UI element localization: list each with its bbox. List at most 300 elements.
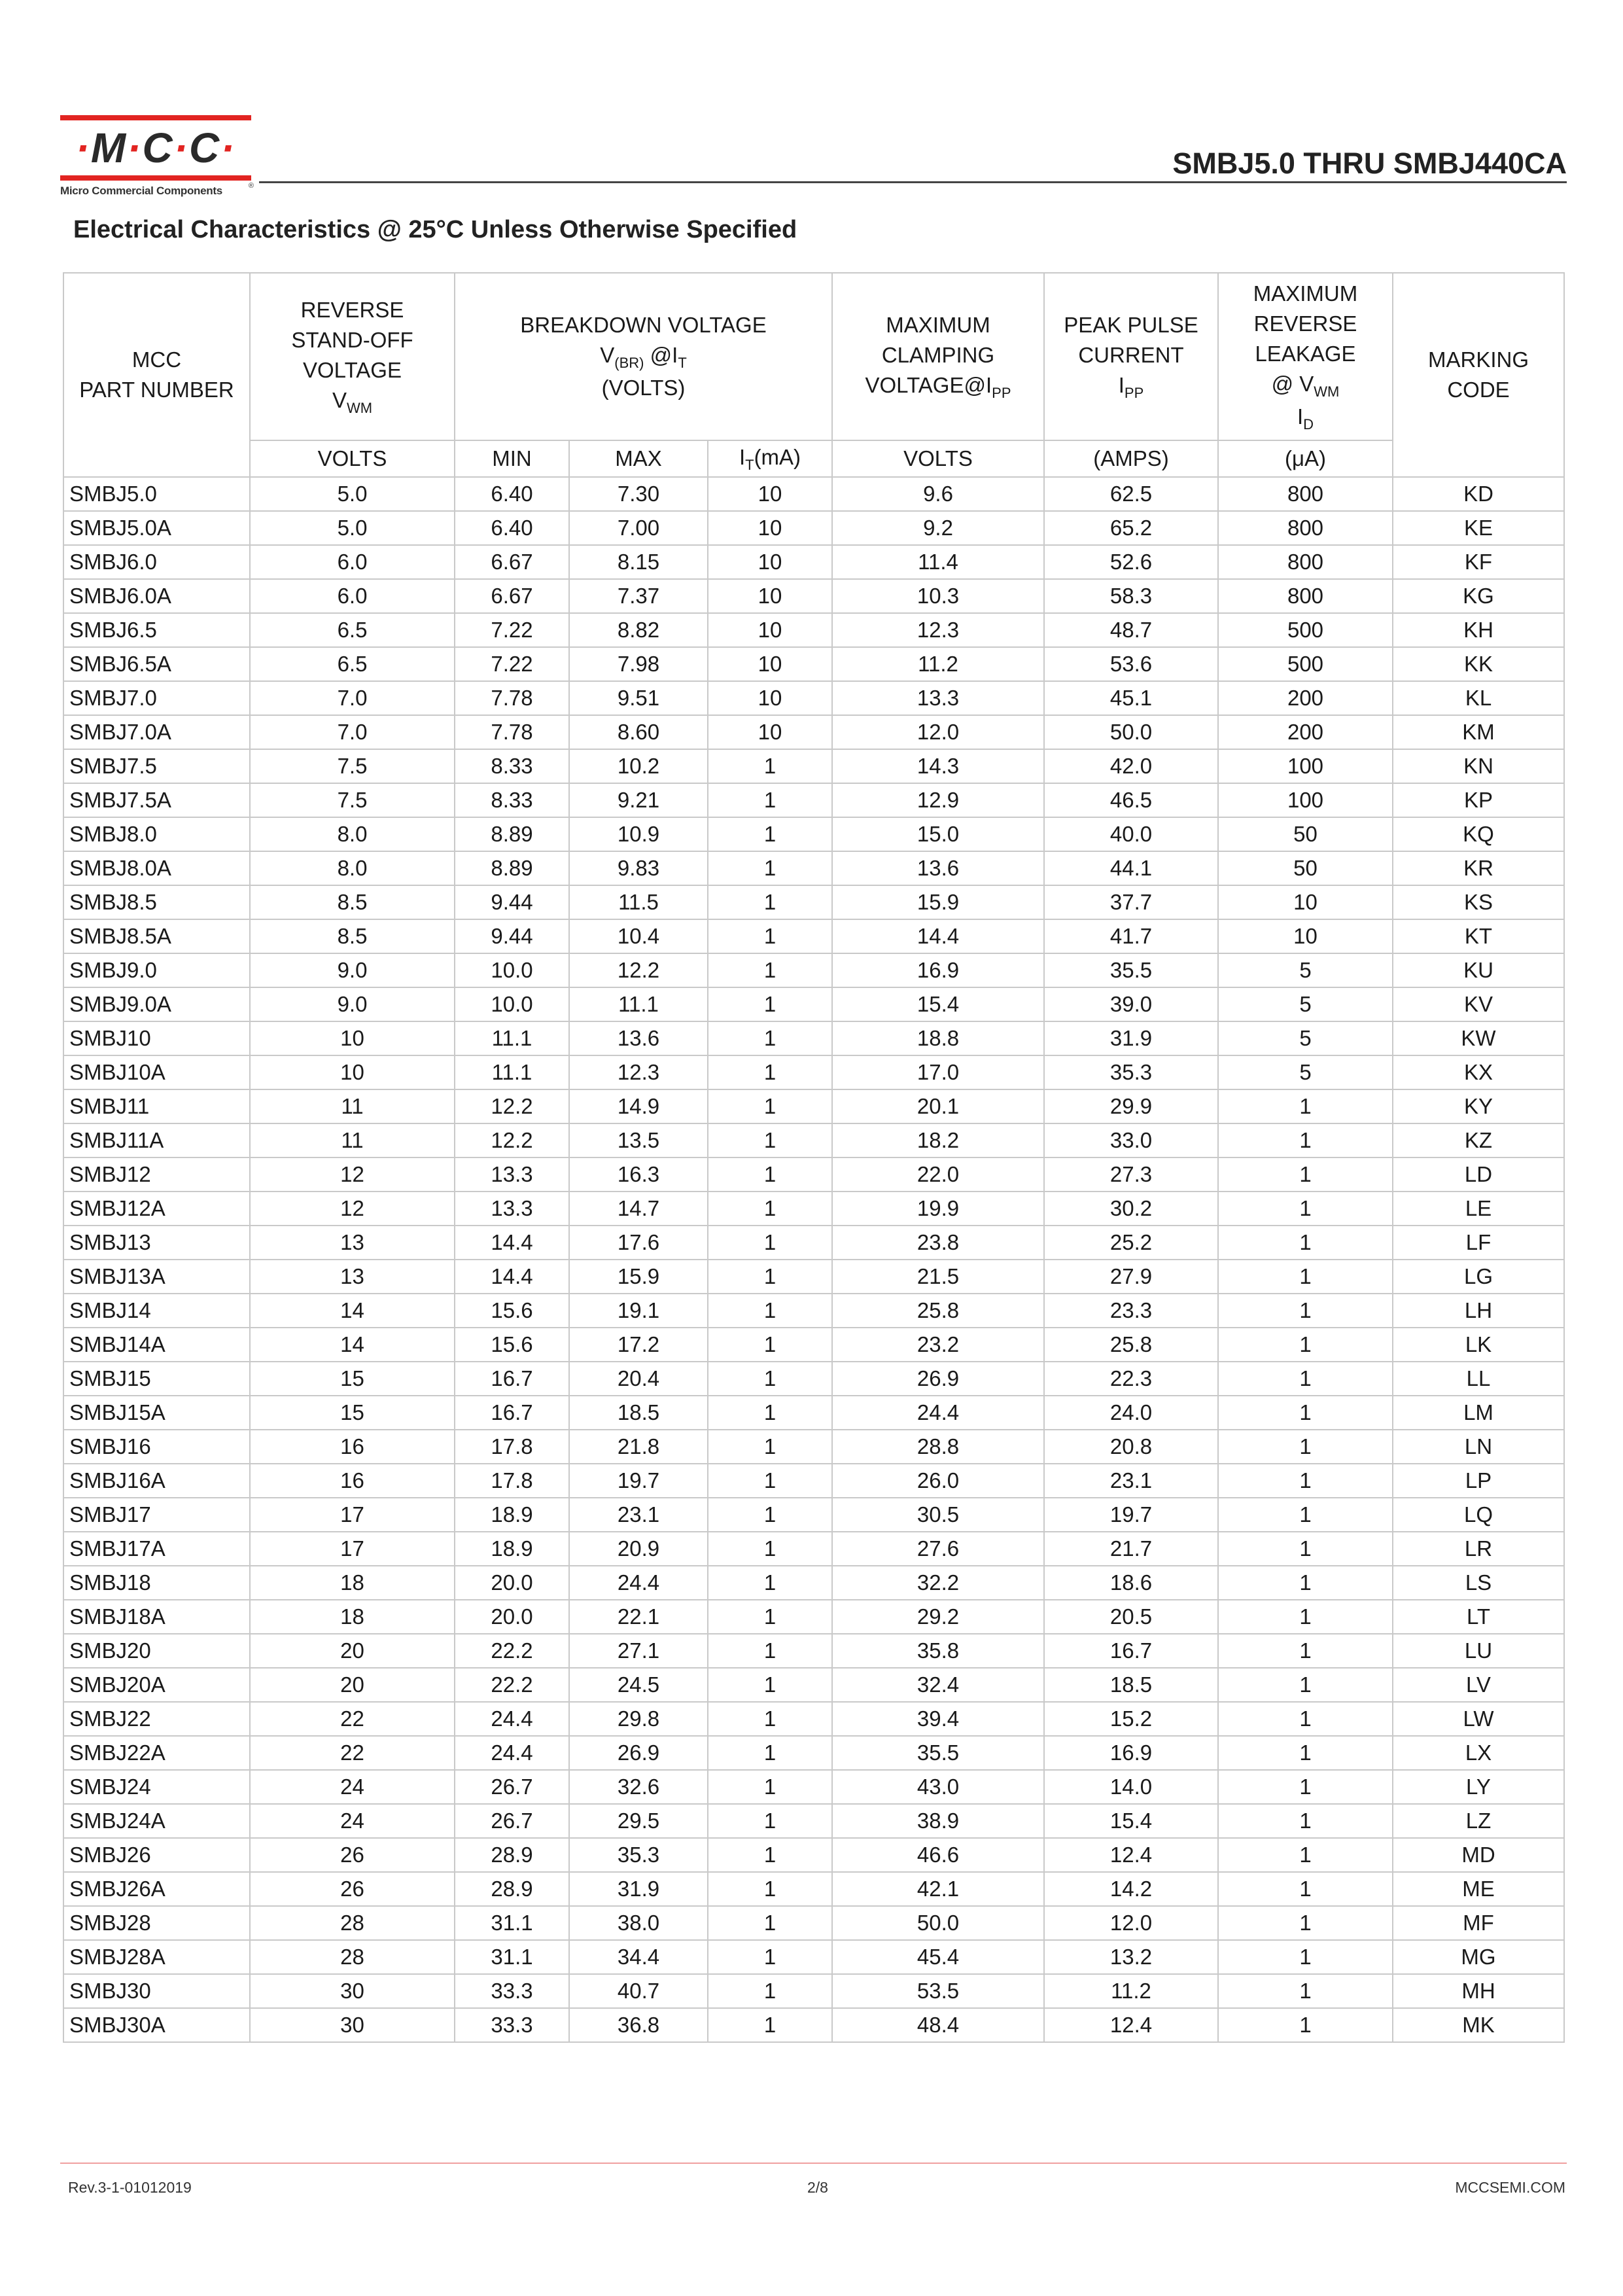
part-number-cell: SMBJ7.0A [63,715,250,749]
table-cell: 1 [708,1192,832,1226]
table-cell: 1 [708,851,832,885]
table-cell: KS [1393,885,1564,919]
table-cell: 24.4 [455,1702,569,1736]
table-cell: 17.6 [569,1226,708,1260]
table-cell: 15 [250,1362,455,1396]
table-cell: 16.3 [569,1157,708,1192]
table-cell: 16 [250,1430,455,1464]
table-row [63,1396,1564,1430]
table-cell: 22.0 [832,1157,1044,1192]
table-cell: 6.67 [455,545,569,579]
table-cell: 20.0 [455,1566,569,1600]
table-row [63,1055,1564,1089]
table-cell: 7.78 [455,715,569,749]
table-row [63,1600,1564,1634]
header-marking-code: MARKING CODE [1393,273,1564,477]
table-cell: 46.6 [832,1838,1044,1872]
table-cell: 1 [1218,1736,1393,1770]
table-cell: 5 [1218,953,1393,987]
table-cell: 8.0 [250,817,455,851]
table-cell: 23.1 [569,1498,708,1532]
table-cell: 7.30 [569,477,708,511]
table-row [63,681,1564,715]
table-cell: 21.7 [1044,1532,1218,1566]
table-cell: 20 [250,1634,455,1668]
header-peak-pulse-current: PEAK PULSE CURRENT $I_{PP}$ [1044,273,1218,440]
table-row [63,1906,1564,1940]
table-cell: 11.2 [832,647,1044,681]
table-cell: 200 [1218,715,1393,749]
part-number-cell: SMBJ16 [63,1430,250,1464]
footer-website: MCCSEMI.COM [1455,2179,1565,2196]
table-cell: 1 [1218,1906,1393,1940]
table-cell: 28.9 [455,1838,569,1872]
document-title: SMBJ5.0 THRU SMBJ440CA [1172,147,1567,180]
table-cell: 23.3 [1044,1294,1218,1328]
table-cell: KM [1393,715,1564,749]
table-cell: 10.0 [455,953,569,987]
table-cell: LU [1393,1634,1564,1668]
table-cell: KW [1393,1021,1564,1055]
table-cell: 14.4 [832,919,1044,953]
footer-page-number: 2/8 [807,2179,828,2196]
table-cell: 1 [708,2008,832,2042]
table-cell: 1 [1218,1974,1393,2008]
table-cell: 11 [250,1123,455,1157]
table-cell: 800 [1218,545,1393,579]
table-row [63,1362,1564,1396]
table-cell: 31.9 [1044,1021,1218,1055]
table-cell: 31.9 [569,1872,708,1906]
table-cell: 17 [250,1498,455,1532]
table-cell: 12 [250,1192,455,1226]
table-cell: 1 [708,1940,832,1974]
table-row [63,511,1564,545]
table-cell: 9.51 [569,681,708,715]
part-number-cell: SMBJ18A [63,1600,250,1634]
table-row [63,851,1564,885]
table-cell: 1 [1218,2008,1393,2042]
table-cell: 9.0 [250,953,455,987]
table-cell: 8.15 [569,545,708,579]
table-cell: 10.3 [832,579,1044,613]
table-cell: 1 [1218,1157,1393,1192]
table-cell: 1 [708,1634,832,1668]
table-cell: 1 [708,783,832,817]
table-cell: 18.2 [832,1123,1044,1157]
table-cell: 13.6 [569,1021,708,1055]
table-cell: 10 [708,579,832,613]
table-cell: 15.4 [1044,1804,1218,1838]
table-cell: 1 [1218,1838,1393,1872]
table-cell: 13 [250,1260,455,1294]
table-cell: 1 [708,1430,832,1464]
table-cell: 35.5 [1044,953,1218,987]
table-cell: KE [1393,511,1564,545]
part-number-cell: SMBJ15 [63,1362,250,1396]
table-cell: KY [1393,1089,1564,1123]
table-row [63,545,1564,579]
table-cell: 40.0 [1044,817,1218,851]
table-cell: 52.6 [1044,545,1218,579]
table-cell: 36.8 [569,2008,708,2042]
table-row [63,1634,1564,1668]
table-cell: 8.33 [455,783,569,817]
table-cell: 13.2 [1044,1940,1218,1974]
table-cell: 12.9 [832,783,1044,817]
table-cell: 1 [708,1396,832,1430]
table-cell: LV [1393,1668,1564,1702]
part-number-cell: SMBJ5.0 [63,477,250,511]
table-cell: 1 [708,1566,832,1600]
part-number-cell: SMBJ6.5A [63,647,250,681]
unit-standoff-voltage: VOLTS [250,440,455,477]
table-row [63,1940,1564,1974]
table-row [63,1328,1564,1362]
table-cell: 25.8 [1044,1328,1218,1362]
table-cell: 1 [708,1498,832,1532]
table-cell: 24.4 [832,1396,1044,1430]
table-cell: 6.0 [250,579,455,613]
table-cell: 1 [708,1328,832,1362]
part-number-cell: SMBJ28 [63,1906,250,1940]
table-cell: KG [1393,579,1564,613]
table-row [63,1498,1564,1532]
header-clamping-voltage: MAXIMUM CLAMPING $VOLTAGE@I_{PP}$ [832,273,1044,440]
table-cell: KZ [1393,1123,1564,1157]
table-cell: 24.5 [569,1668,708,1702]
table-cell: 10 [708,715,832,749]
table-cell: 50.0 [1044,715,1218,749]
table-cell: 24 [250,1770,455,1804]
table-cell: 7.0 [250,681,455,715]
table-cell: 45.4 [832,1940,1044,1974]
table-cell: 1 [708,919,832,953]
table-cell: 1 [1218,1260,1393,1294]
unit-clamping-voltage: VOLTS [832,440,1044,477]
table-row [63,1123,1564,1157]
table-row [63,1294,1564,1328]
table-cell: 33.3 [455,2008,569,2042]
table-cell: 7.98 [569,647,708,681]
unit-reverse-leakage: (μA) [1218,440,1393,477]
table-cell: 8.82 [569,613,708,647]
table-cell: 1 [1218,1294,1393,1328]
table-cell: 10.9 [569,817,708,851]
table-cell: 10 [708,681,832,715]
table-cell: 8.5 [250,885,455,919]
table-cell: 1 [708,1600,832,1634]
part-number-cell: SMBJ24A [63,1804,250,1838]
part-number-cell: SMBJ8.0 [63,817,250,851]
table-cell: 15.6 [455,1328,569,1362]
table-cell: 7.5 [250,783,455,817]
table-cell: 19.7 [569,1464,708,1498]
part-number-cell: SMBJ17 [63,1498,250,1532]
table-cell: 50.0 [832,1906,1044,1940]
table-cell: 5.0 [250,511,455,545]
table-cell: LE [1393,1192,1564,1226]
table-cell: 18.5 [569,1396,708,1430]
table-cell: 1 [708,1872,832,1906]
table-row [63,1089,1564,1123]
table-cell: 14 [250,1328,455,1362]
table-cell: 17.8 [455,1464,569,1498]
part-number-cell: SMBJ28A [63,1940,250,1974]
table-cell: 22.2 [455,1634,569,1668]
table-cell: 12 [250,1157,455,1192]
table-cell: 9.6 [832,477,1044,511]
part-number-cell: SMBJ8.5 [63,885,250,919]
table-row [63,477,1564,511]
table-cell: 16 [250,1464,455,1498]
table-cell: 32.6 [569,1770,708,1804]
part-number-cell: SMBJ22 [63,1702,250,1736]
table-cell: 1 [1218,1430,1393,1464]
table-cell: KD [1393,477,1564,511]
table-cell: 10.2 [569,749,708,783]
table-cell: 12.4 [1044,2008,1218,2042]
table-cell: 18.6 [1044,1566,1218,1600]
logo-wordmark: ·M·C·C· [75,124,236,171]
table-cell: 16.7 [455,1396,569,1430]
table-cell: 22 [250,1736,455,1770]
table-cell: 20.9 [569,1532,708,1566]
table-cell: 15.6 [455,1294,569,1328]
table-cell: KT [1393,919,1564,953]
table-cell: 65.2 [1044,511,1218,545]
table-cell: 18.5 [1044,1668,1218,1702]
table-cell: 38.0 [569,1906,708,1940]
table-cell: 37.7 [1044,885,1218,919]
table-row [63,647,1564,681]
table-cell: 13.3 [455,1192,569,1226]
table-cell: 27.1 [569,1634,708,1668]
table-cell: 24.0 [1044,1396,1218,1430]
part-number-cell: SMBJ22A [63,1736,250,1770]
table-cell: 22.2 [455,1668,569,1702]
table-cell: 30.5 [832,1498,1044,1532]
table-cell: KQ [1393,817,1564,851]
table-cell: LL [1393,1362,1564,1396]
logo-bottom-bar [60,175,251,181]
table-cell: 1 [708,1770,832,1804]
table-cell: 44.1 [1044,851,1218,885]
header-part-number: MCC PART NUMBER [63,273,250,477]
table-cell: 13.6 [832,851,1044,885]
table-cell: 12.0 [1044,1906,1218,1940]
table-cell: 35.3 [569,1838,708,1872]
table-cell: 9.0 [250,987,455,1021]
unit-test-current: $I_T(mA)$ [708,440,832,477]
table-cell: 1 [1218,1192,1393,1226]
table-cell: 1 [708,1532,832,1566]
table-row [63,953,1564,987]
table-cell: 21.8 [569,1430,708,1464]
part-number-cell: SMBJ7.5 [63,749,250,783]
part-number-cell: SMBJ30 [63,1974,250,2008]
table-cell: 26 [250,1838,455,1872]
table-cell: KR [1393,851,1564,885]
table-cell: 11.5 [569,885,708,919]
electrical-characteristics-table [63,272,1565,2043]
header-standoff-voltage: REVERSE STAND-OFF VOLTAGE $V_{WM}$ [250,273,455,440]
part-number-cell: SMBJ9.0 [63,953,250,987]
table-cell: 12.0 [832,715,1044,749]
table-row [63,2008,1564,2042]
table-cell: 14 [250,1294,455,1328]
table-cell: 800 [1218,477,1393,511]
table-cell: 14.4 [455,1260,569,1294]
table-cell: 14.3 [832,749,1044,783]
part-number-cell: SMBJ13 [63,1226,250,1260]
table-cell: 10.0 [455,987,569,1021]
table-cell: 10 [708,511,832,545]
table-cell: 18 [250,1600,455,1634]
header-divider [259,181,1567,183]
table-cell: 24 [250,1804,455,1838]
table-cell: LT [1393,1600,1564,1634]
table-cell: 13.3 [832,681,1044,715]
part-number-cell: SMBJ13A [63,1260,250,1294]
table-cell: 13 [250,1226,455,1260]
table-cell: 18.9 [455,1532,569,1566]
table-cell: 18.9 [455,1498,569,1532]
table-cell: 12.2 [569,953,708,987]
table-cell: 1 [1218,1634,1393,1668]
part-number-cell: SMBJ18 [63,1566,250,1600]
table-cell: 19.9 [832,1192,1044,1226]
table-cell: 800 [1218,579,1393,613]
table-cell: 6.40 [455,477,569,511]
table-cell: 11 [250,1089,455,1123]
mcc-logo [60,115,254,198]
table-cell: 1 [1218,1498,1393,1532]
table-cell: 12.3 [569,1055,708,1089]
part-number-cell: SMBJ16A [63,1464,250,1498]
table-cell: KF [1393,545,1564,579]
table-cell: MH [1393,1974,1564,2008]
registered-mark: ® [248,182,254,190]
table-cell: 7.5 [250,749,455,783]
table-cell: 31.1 [455,1940,569,1974]
table-row [63,715,1564,749]
table-cell: KH [1393,613,1564,647]
table-cell: LD [1393,1157,1564,1192]
table-row [63,1157,1564,1192]
part-number-cell: SMBJ14 [63,1294,250,1328]
table-cell: 13.3 [455,1157,569,1192]
part-number-cell: SMBJ6.0A [63,579,250,613]
table-cell: 29.8 [569,1702,708,1736]
table-cell: 100 [1218,749,1393,783]
table-cell: LF [1393,1226,1564,1260]
table-cell: KX [1393,1055,1564,1089]
part-number-cell: SMBJ5.0A [63,511,250,545]
part-number-cell: SMBJ7.5A [63,783,250,817]
logo-subtitle: Micro Commercial Components [60,185,222,197]
table-cell: 41.7 [1044,919,1218,953]
table-cell: 19.1 [569,1294,708,1328]
table-cell: 8.89 [455,817,569,851]
unit-breakdown-min: MIN [455,440,569,477]
table-cell: 100 [1218,783,1393,817]
part-number-cell: SMBJ8.5A [63,919,250,953]
table-row [63,1770,1564,1804]
table-cell: 1 [708,817,832,851]
table-row [63,1532,1564,1566]
table-cell: 10 [708,647,832,681]
table-row [63,1021,1564,1055]
table-cell: 1 [708,987,832,1021]
table-cell: LH [1393,1294,1564,1328]
table-cell: 17.0 [832,1055,1044,1089]
table-cell: 1 [1218,1089,1393,1123]
table-cell: KK [1393,647,1564,681]
table-cell: MG [1393,1940,1564,1974]
table-cell: 9.83 [569,851,708,885]
unit-peak-pulse-current: (AMPS) [1044,440,1218,477]
table-cell: 10.4 [569,919,708,953]
table-cell: 23.2 [832,1328,1044,1362]
part-number-cell: SMBJ9.0A [63,987,250,1021]
table-cell: 1 [708,749,832,783]
table-cell: 16.7 [455,1362,569,1396]
table-cell: 1 [1218,1123,1393,1157]
part-number-cell: SMBJ6.0 [63,545,250,579]
table-cell: 30.2 [1044,1192,1218,1226]
table-cell: 26.9 [569,1736,708,1770]
table-row [63,817,1564,851]
table-cell: 40.7 [569,1974,708,2008]
table-cell: 7.37 [569,579,708,613]
table-cell: 26.7 [455,1770,569,1804]
table-cell: LS [1393,1566,1564,1600]
table-cell: 8.5 [250,919,455,953]
table-row [63,885,1564,919]
table-cell: 16.9 [832,953,1044,987]
table-cell: 1 [708,1089,832,1123]
part-number-cell: SMBJ8.0A [63,851,250,885]
table-cell: 12.3 [832,613,1044,647]
table-cell: KU [1393,953,1564,987]
table-cell: 28.9 [455,1872,569,1906]
table-row [63,1192,1564,1226]
table-cell: 26.7 [455,1804,569,1838]
table-cell: 24.4 [455,1736,569,1770]
table-row [63,613,1564,647]
table-cell: 28 [250,1906,455,1940]
table-cell: 38.9 [832,1804,1044,1838]
table-cell: 7.0 [250,715,455,749]
table-cell: 15.0 [832,817,1044,851]
table-row [63,1804,1564,1838]
table-cell: 1 [1218,1770,1393,1804]
table-cell: 31.1 [455,1906,569,1940]
table-cell: 1 [708,1294,832,1328]
table-cell: 19.7 [1044,1498,1218,1532]
table-cell: 500 [1218,613,1393,647]
table-cell: 32.2 [832,1566,1044,1600]
table-cell: 27.3 [1044,1157,1218,1192]
table-cell: 10 [1218,919,1393,953]
table-cell: 12.2 [455,1123,569,1157]
table-cell: 29.9 [1044,1089,1218,1123]
table-cell: 9.2 [832,511,1044,545]
table-cell: LN [1393,1430,1564,1464]
table-cell: 50 [1218,851,1393,885]
part-number-cell: SMBJ6.5 [63,613,250,647]
